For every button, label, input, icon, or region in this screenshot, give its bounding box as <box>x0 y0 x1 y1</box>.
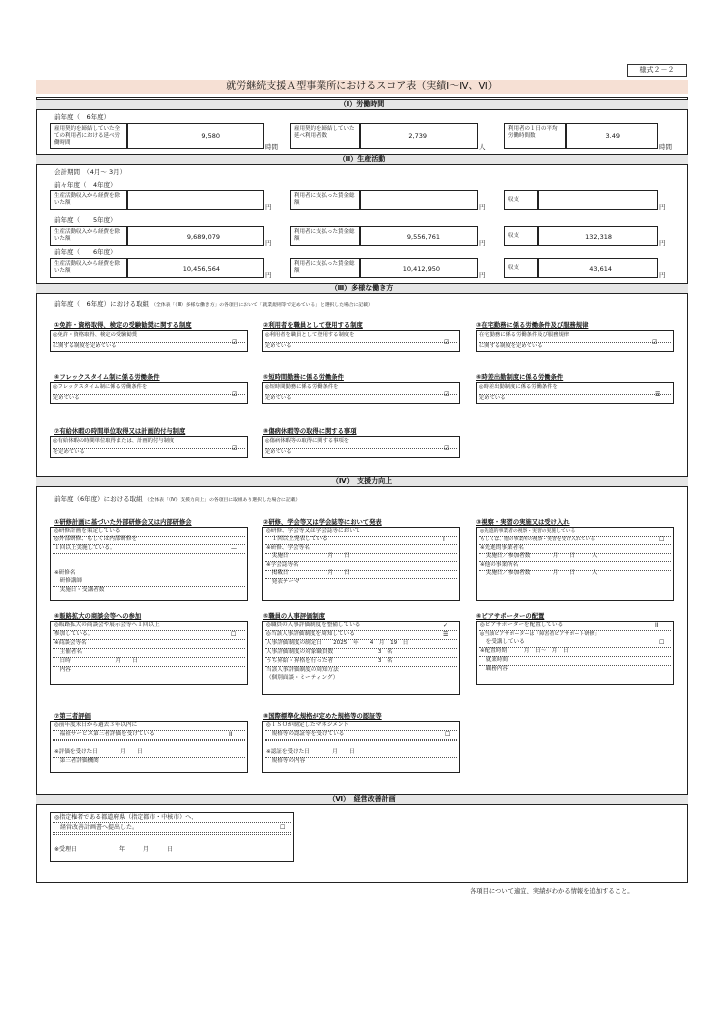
s1-total-hours-value: 9,580 <box>201 132 220 140</box>
s6-box <box>50 812 294 862</box>
s4-item3-row: ※他の事業所名 <box>479 562 671 571</box>
s2-balance-unit: 円 <box>659 239 666 247</box>
s2-wage-unit: 円 <box>479 203 486 211</box>
s3-item-title: ②利用者を職員として登用する制度 <box>263 322 363 329</box>
s6-row: ※受理日 年 月 日 <box>54 846 174 853</box>
s4-item4-row: 主催者名 <box>53 649 245 658</box>
page-title: 就労継続支援Ａ型事業所におけるスコア表（実績Ⅰ～Ⅳ、Ⅵ） <box>36 80 688 94</box>
s2-wage-box <box>360 190 478 210</box>
s4-item1-title: ①研修計画に基づいた外部研修会又は内部研修会 <box>54 519 192 526</box>
s1-user-count-value: 2,739 <box>408 132 427 140</box>
s4-item2-row: 掲載日 月 日 <box>265 570 457 579</box>
s2-income-value: 9,689,079 <box>186 233 220 241</box>
s3-item-checkbox[interactable]: ☑ <box>444 339 450 346</box>
s2-wage-label: 利用者に支払った賃金総額 <box>290 258 360 278</box>
s4-item7-box <box>50 721 248 773</box>
s4-item8-row <box>265 740 457 741</box>
section-3-heading: （Ⅲ）多様な働き方 <box>36 283 688 294</box>
s2-balance-value: 43,614 <box>589 265 612 273</box>
s1-avg-hours-label: 利用者の１日の平均労働時間数 <box>504 123 566 149</box>
s4-item4-row: ※商談会等名 <box>53 640 245 649</box>
s3-item-checkbox[interactable]: ☑ <box>652 339 658 346</box>
s2-balance-unit: 円 <box>659 271 666 279</box>
s4-intro: 前年度（6年度）における取組 （全体表「（Ⅳ）支援力向上」の各項目に取組あり選択した場合に記載） <box>54 495 301 503</box>
s4-item8-row: 規格等の内容 <box>266 758 306 764</box>
s3-item-title: ⑦有給休暇の時間単位取得又は計画的付与制度 <box>54 428 186 435</box>
s4-item6-box <box>476 621 674 685</box>
s4-item6-row: を受講している <box>479 639 671 648</box>
s2-income-label: 生産活動収入から経費を除いた額 <box>50 190 127 210</box>
s4-item7-row: 福祉サービス第三者評価を受けている <box>53 731 245 740</box>
s2-wage-value: 9,556,761 <box>406 233 440 241</box>
s4-item5-mark[interactable]: ✓ <box>443 622 449 629</box>
s1-avg-hours-unit: 時間 <box>659 143 672 151</box>
s2-balance-unit: 円 <box>659 203 666 211</box>
s3-item-line1: 在宅勤務に係る労働条件及び服務規律 <box>479 332 570 338</box>
s4-item5-title: ⑤職員の人事評価制度 <box>263 613 326 620</box>
s3-item-line2: を定めている <box>53 448 245 456</box>
s3-item-title: ①免許・資格取得、検定の受験勧奨に関する制度 <box>54 322 192 329</box>
s4-item2-box <box>262 527 460 601</box>
s3-item-line2: 定めている <box>265 342 457 350</box>
s2-balance-value: 132,318 <box>585 233 612 241</box>
s2-income-box <box>127 190 264 210</box>
s4-item2-mark[interactable]: Ⅰ <box>443 536 445 543</box>
s4-item4-row: 日時 月 日 <box>53 658 245 667</box>
s4-item3-title: ③視察・実習の実施又は受け入れ <box>476 519 570 526</box>
s4-item1-row: １回以上実施している。 <box>54 545 116 551</box>
s1-avg-hours-value: 3.49 <box>605 132 620 140</box>
s3-item-line1: ◎利用者を職員として登用する制度を <box>265 332 355 338</box>
s4-item4-title: ④販路拡大の商談会等への参加 <box>54 613 142 620</box>
s4-item1-row: ◎研修計画を策定している <box>53 528 245 537</box>
s4-item5-row: （個別面談・ミーティング） <box>266 675 339 681</box>
s3-item-line2: 定めている <box>265 448 457 456</box>
s4-item2-row: ◎研修、学会等又は学会誌等において <box>265 528 457 537</box>
s4-item6-row: ◎当該ピアサポーターは「障害者ピアサポート研修」 <box>480 631 600 637</box>
s1-total-hours-unit: 時間 <box>265 143 278 151</box>
s4-item7-mark[interactable]: ⅠⅠ <box>229 731 233 738</box>
s4-item8-row: 規格等の認証等を受けている <box>265 731 457 740</box>
s6-row <box>53 834 291 835</box>
s4-item6-title: ⑥ピアサポーターの配置 <box>476 613 545 620</box>
s4-item7-title: ⑦第三者評価 <box>54 713 91 720</box>
s3-item-checkbox[interactable]: ☑ <box>444 391 450 398</box>
s3-item-line2: 定めている <box>53 394 245 402</box>
s4-item8-row: ◎ＩＳＯが制定したマネジメント <box>265 722 457 731</box>
s4-item5-mark[interactable]: ☰ <box>443 631 449 638</box>
s4-item3-row: ◎先進的事業者の視察・実習の実施している <box>479 528 671 537</box>
s4-item6-row: 就業時間 <box>479 657 671 666</box>
s4-item6-row: ◎ピアサポーターを配置している <box>479 622 671 631</box>
s4-item1-row: ※研修名 <box>54 570 76 576</box>
section-6-heading: （Ⅵ） 経営改善計画 <box>36 794 688 805</box>
s3-item-line2: 定めている <box>265 394 457 402</box>
s2-row-year: 前年度（ 5年度） <box>54 216 117 224</box>
s4-item1-row <box>53 553 245 554</box>
s4-item6-mark[interactable]: ⅠⅠ <box>655 622 659 629</box>
s4-item6-mark[interactable]: ☐ <box>659 639 665 646</box>
section-4-heading: （Ⅳ） 支援力向上 <box>36 476 688 487</box>
section-1-heading: （Ⅰ）労働時間 <box>36 99 688 110</box>
s2-income-unit: 円 <box>265 271 272 279</box>
s1-year-label: 前年度（ 6年度） <box>54 113 111 121</box>
s3-item-checkbox[interactable]: ☑ <box>232 339 238 346</box>
s3-item-line2: に関する制度を定めている <box>479 342 671 350</box>
s2-balance-label: 収支 <box>504 258 538 278</box>
footer-note: 各項目について適宜、実績がわかる情報を追加すること。 <box>470 888 634 895</box>
s4-item2-row: ※研修、学会等名 <box>265 545 457 554</box>
s4-item3-row: もしくは、他の事業所の視察・実習を受け入れている <box>479 536 671 545</box>
s4-item4-box <box>50 621 248 685</box>
s3-item-title: ④フレックスタイム制に係る労働条件 <box>54 374 160 381</box>
s4-item8-mark[interactable]: ☐ <box>445 731 451 738</box>
s2-balance-label: 収支 <box>504 226 538 246</box>
s6-row: ◎指定権者である都道府県（指定都市・中核市）へ、 <box>53 814 291 823</box>
s4-item7-row: ◎前年度末日から過去３年以内に <box>53 722 245 731</box>
s4-item3-mark[interactable]: ☐ <box>659 536 665 543</box>
s4-item3-box <box>476 527 674 601</box>
s2-wage-label: 利用者に支払った賃金総額 <box>290 226 360 246</box>
s4-item5-row: 人事評価制度の対象職員数 3 名 <box>265 649 457 658</box>
s3-item-line1: ◎傷病休暇等の取得に関する事項を <box>265 438 350 444</box>
s3-item-line1: ◎免許・資格取得、検定の受験勧奨 <box>53 332 138 338</box>
s4-item3-row: 実施日／参加者数 月 日 人 <box>480 570 598 576</box>
form-number: 様式２－２ <box>627 64 687 77</box>
s4-item8-box <box>262 721 460 773</box>
s4-item2-row: 実施日 月 日 <box>265 553 457 562</box>
s4-item5-box <box>262 621 460 695</box>
s4-item2-row: 発表テーマ <box>266 579 300 585</box>
s2-period: 会計期間 （4月～ 3月） <box>54 168 127 176</box>
s2-wage-unit: 円 <box>479 239 486 247</box>
section-2-heading: （Ⅱ）生産活動 <box>36 154 688 165</box>
s4-item4-row: 内容 <box>54 667 71 673</box>
s3-item-line1: ◎フレックスタイム制に係る労働条件を <box>53 384 148 390</box>
s4-item1-row: ◎外部研修、もしくは内部研修を <box>53 536 245 545</box>
s2-row-year: 前々年度（ 4年度） <box>54 181 117 189</box>
s3-item-checkbox[interactable]: ☑ <box>444 445 450 452</box>
s2-income-value: 10,456,564 <box>182 265 220 273</box>
s4-item2-title: ②研修、学会等又は学会誌等において発表 <box>263 519 382 526</box>
s4-item1-row: 研修講師 <box>53 578 245 587</box>
s1-user-count-label: 雇用契約を締結していた延べ利用者数 <box>290 123 360 149</box>
s4-item7-row: ※評価を受けた日 月 日 <box>53 749 245 758</box>
s4-item2-row: ※学会誌等名 <box>265 562 457 571</box>
s1-total-hours-label: 雇用契約を締結していた全ての利用者における延べ労働時間 <box>50 123 127 149</box>
s2-wage-value: 10,412,950 <box>402 265 440 273</box>
s3-item-checkbox[interactable]: ☑ <box>232 445 238 452</box>
s3-item-line2: 定めている <box>479 394 671 402</box>
s2-balance-box <box>538 190 658 210</box>
s4-item4-row: ◎販路拡大の商談会や展示会等へ１回以上 <box>53 622 245 631</box>
s2-income-unit: 円 <box>265 239 272 247</box>
s3-item-title: ⑥時差出勤制度に係る労働条件 <box>476 374 564 381</box>
s4-item5-row: ◎職員の人事評価制度を整備している <box>265 622 457 631</box>
s4-item8-title: ⑧国際標準化規格が定めた規格等の認証等 <box>263 713 382 720</box>
s4-item4-row: 参加している。 <box>53 631 245 640</box>
s3-item-title: ③在宅勤務に係る労働条件及び服務規律 <box>476 322 589 329</box>
s4-item7-row: 第三者評価機関 <box>54 758 99 764</box>
s4-item5-row: 当該人事評価制度の周知方法 <box>266 667 339 673</box>
s4-item5-row: ◎当該人事評価制度を周知している <box>265 631 457 640</box>
s4-item5-row: 人事評価制度の制定日 2025 年 4 月 19 日 <box>265 640 457 649</box>
s2-income-label: 生産活動収入から経費を除いた額 <box>50 226 127 246</box>
s3-item-line2: に関する制度を定めている <box>53 342 245 350</box>
s3-item-title: ⑧傷病休暇等の取得に関する事項 <box>263 428 357 435</box>
s3-item-title: ⑤短時間勤務に係る労働条件 <box>263 374 344 381</box>
s4-item1-box <box>50 527 248 601</box>
s1-user-count-unit: 人 <box>479 143 486 151</box>
s4-item3-row: 実施日／参加者数 月 日 人 <box>479 553 671 562</box>
s2-income-unit: 円 <box>265 203 272 211</box>
s3-item-checkbox[interactable]: ☑ <box>232 391 238 398</box>
s3-item-checkbox[interactable]: ☰ <box>655 391 661 398</box>
s4-item3-row: ※先進的事業者名 <box>479 545 671 554</box>
s4-item2-row: １回以上発表している <box>265 536 457 545</box>
s2-wage-unit: 円 <box>479 271 486 279</box>
s4-item6-row: 職務内容 <box>480 666 508 672</box>
s3-intro: 前年度（ 6年度）における取組 （全体表「（Ⅲ）多様な働き方」の各項目において「就業規則等で定めている」と選択した場合に記載） <box>54 300 373 308</box>
s3-item-line1: ◎短時間勤務に係る労働条件を <box>265 384 339 390</box>
s2-income-label: 生産活動収入から経費を除いた額 <box>50 258 127 278</box>
s4-item8-row: ※認証を受けた日 月 日 <box>265 749 457 758</box>
s6-row: 経営改善計画書へ提出した。 <box>53 824 291 833</box>
s2-balance-label: 収支 <box>504 190 538 210</box>
s4-item1-mark[interactable]: — <box>231 545 237 552</box>
s4-item7-row <box>53 740 245 741</box>
s6-mark[interactable]: ☐ <box>280 824 286 831</box>
s4-item4-mark[interactable]: ☐ <box>231 631 237 638</box>
s2-wage-label: 利用者に支払った賃金総額 <box>290 190 360 210</box>
s2-row-year: 前年度（ 6年度） <box>54 248 117 256</box>
s3-item-line1: ◎有給休暇の時間単位取得または、計画的付与制度 <box>53 438 175 444</box>
s4-item1-row: 実施日・受講者数 <box>54 587 105 593</box>
s4-item6-row: ※配置時期 月 日～ 月 日 <box>479 648 671 657</box>
s3-item-line1: ◎時差出勤制度に係る労働条件を <box>479 384 558 390</box>
s4-item5-row: うち昇給・昇格を行った者 3 名 <box>265 658 457 667</box>
